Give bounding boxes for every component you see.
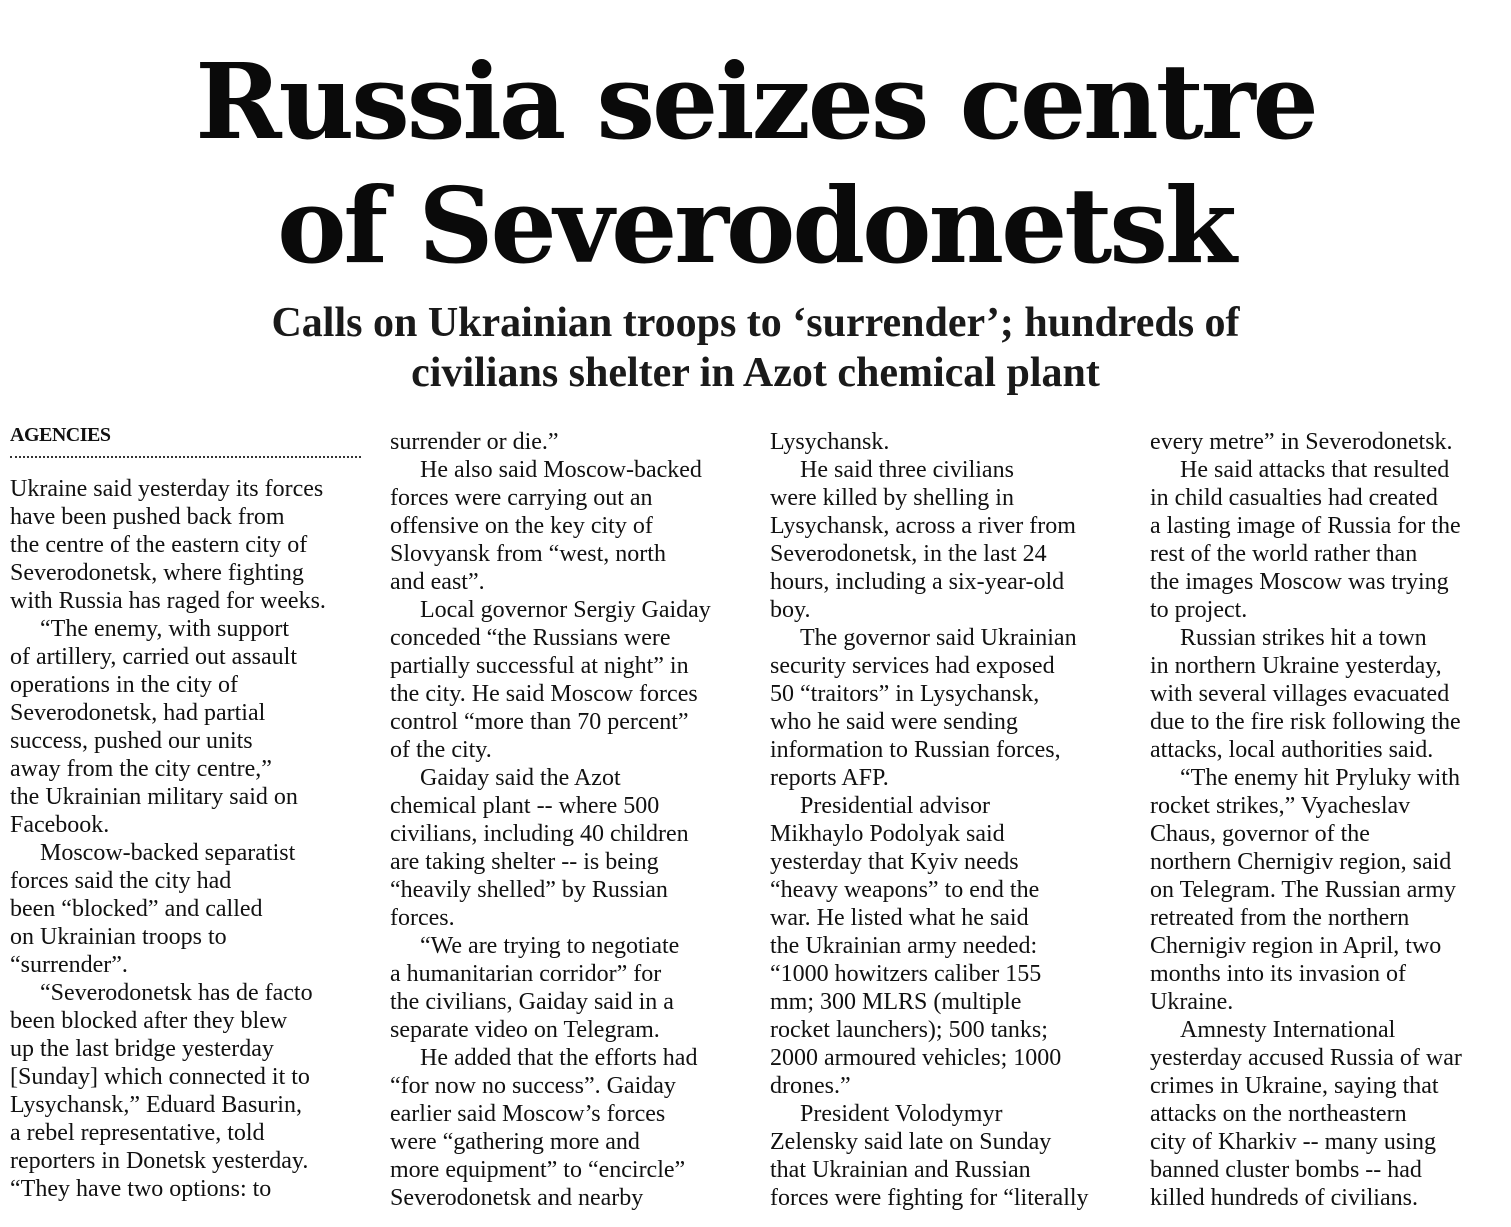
article-text-line: surrender or die.” bbox=[390, 429, 559, 455]
article-text-line: city of Kharkiv -- many using bbox=[1150, 1129, 1436, 1155]
article-text-line: separate video on Telegram. bbox=[390, 1017, 660, 1043]
article-text-line: northern Chernigiv region, said bbox=[1150, 849, 1452, 875]
article-text-line: crimes in Ukraine, saying that bbox=[1150, 1073, 1439, 1099]
article-text-line: chemical plant -- where 500 bbox=[390, 793, 660, 819]
article-text-line: months into its invasion of bbox=[1150, 961, 1407, 987]
article-text-line: rest of the world rather than bbox=[1150, 541, 1418, 567]
article-text-line: banned cluster bombs -- had bbox=[1150, 1157, 1422, 1183]
article-text-line: hours, including a six-year-old bbox=[770, 569, 1065, 595]
article-text-line: the Ukrainian army needed: bbox=[770, 933, 1038, 959]
article-text-line: control “more than 70 percent” bbox=[390, 709, 689, 735]
article-text-line: security services had exposed bbox=[770, 653, 1055, 679]
article-text-line: Ukraine. bbox=[1150, 989, 1234, 1015]
article-text-line: every metre” in Severodonetsk. bbox=[1150, 429, 1453, 455]
article-text-line: partially successful at night” in bbox=[390, 653, 689, 679]
article-text-line: “1000 howitzers caliber 155 bbox=[770, 961, 1042, 987]
article-text-line: Severodonetsk, where fighting bbox=[10, 560, 304, 586]
article-text-line: on Telegram. The Russian army bbox=[1150, 877, 1457, 903]
article-text-line: forces were carrying out an bbox=[390, 485, 653, 511]
article-text-line: were killed by shelling in bbox=[770, 485, 1014, 511]
article-text-line: the civilians, Gaiday said in a bbox=[390, 989, 674, 1015]
article-text-line: offensive on the key city of bbox=[390, 513, 653, 539]
article-column-3 bbox=[770, 428, 1130, 1212]
article-text-line: He said three civilians bbox=[800, 457, 1014, 483]
article-text-line: success, pushed our units bbox=[10, 728, 253, 754]
article-text-line: rocket launchers); 500 tanks; bbox=[770, 1017, 1048, 1043]
article-text-line: He also said Moscow-backed bbox=[420, 457, 702, 483]
article-text-line: Ukraine said yesterday its forces bbox=[10, 476, 324, 502]
article-text-line: “heavily shelled” by Russian bbox=[390, 877, 668, 903]
article-text-line: were “gathering more and bbox=[390, 1129, 640, 1155]
article-text-line: a humanitarian corridor” for bbox=[390, 961, 662, 987]
article-text-line: Chernigiv region in April, two bbox=[1150, 933, 1442, 959]
byline: AGENCIES bbox=[10, 424, 111, 446]
article-text-line: of the city. bbox=[390, 737, 492, 763]
byline-divider bbox=[10, 456, 361, 458]
article-text-line: “heavy weapons” to end the bbox=[770, 877, 1040, 903]
article-text-line: attacks on the northeastern bbox=[1150, 1101, 1407, 1127]
article-text-line: yesterday accused Russia of war bbox=[1150, 1045, 1462, 1071]
article-text-line: the images Moscow was trying bbox=[1150, 569, 1449, 595]
article-text-line: Moscow-backed separatist bbox=[40, 840, 296, 866]
article-text-line: earlier said Moscow’s forces bbox=[390, 1101, 666, 1127]
article-text-line: 50 “traitors” in Lysychansk, bbox=[770, 681, 1040, 707]
headline-line-1: Russia seizes centre bbox=[195, 40, 1316, 163]
article-text-line: civilians, including 40 children bbox=[390, 821, 689, 847]
article-text-line: who he said were sending bbox=[770, 709, 1018, 735]
article-text-line: reporters in Donetsk yesterday. bbox=[10, 1148, 309, 1174]
article-text-line: Slovyansk from “west, north bbox=[390, 541, 666, 567]
article-text-line: 2000 armoured vehicles; 1000 bbox=[770, 1045, 1062, 1071]
article-text-line: forces were fighting for “literally bbox=[770, 1185, 1089, 1211]
article-text-line: reports AFP. bbox=[770, 765, 889, 791]
article-text-line: a rebel representative, told bbox=[10, 1120, 265, 1146]
article-text-line: operations in the city of bbox=[10, 672, 238, 698]
article-text-line: “They have two options: to bbox=[10, 1176, 272, 1202]
article-text-line: Russian strikes hit a town bbox=[1180, 625, 1427, 651]
article-text-line: yesterday that Kyiv needs bbox=[770, 849, 1019, 875]
article-text-line: [Sunday] which connected it to bbox=[10, 1064, 310, 1090]
article-text-line: forces said the city had bbox=[10, 868, 232, 894]
article-text-line: “We are trying to negotiate bbox=[420, 933, 680, 959]
article-text-line: of artillery, carried out assault bbox=[10, 644, 297, 670]
article-text-line: that Ukrainian and Russian bbox=[770, 1157, 1031, 1183]
article-text-line: The governor said Ukrainian bbox=[800, 625, 1077, 651]
article-text-line: Lysychansk, across a river from bbox=[770, 513, 1076, 539]
article-text-line: are taking shelter -- is being bbox=[390, 849, 659, 875]
article-text-line: “for now no success”. Gaiday bbox=[390, 1073, 676, 1099]
article-text-line: Zelensky said late on Sunday bbox=[770, 1129, 1052, 1155]
article-text-line: Amnesty International bbox=[1180, 1017, 1396, 1043]
article-text-line: boy. bbox=[770, 597, 811, 623]
article-text-line: away from the city centre,” bbox=[10, 756, 272, 782]
article-text-line: and east”. bbox=[390, 569, 485, 595]
article-text-line: Presidential advisor bbox=[800, 793, 990, 819]
article-text-line: attacks, local authorities said. bbox=[1150, 737, 1434, 763]
article-text-line: “Severodonetsk has de facto bbox=[40, 980, 313, 1006]
article-text-line: retreated from the northern bbox=[1150, 905, 1410, 931]
article-text-line: “surrender”. bbox=[10, 952, 128, 978]
article-text-line: the city. He said Moscow forces bbox=[390, 681, 698, 707]
article-text-line: Lysychansk. bbox=[770, 429, 890, 455]
article-text-line: due to the fire risk following the bbox=[1150, 709, 1461, 735]
article-text-line: Severodonetsk and nearby bbox=[390, 1185, 644, 1211]
article-text-line: Severodonetsk, had partial bbox=[10, 700, 266, 726]
article-text-line: been blocked after they blew bbox=[10, 1008, 288, 1034]
headline bbox=[0, 40, 1511, 288]
article-text-line: Gaiday said the Azot bbox=[420, 765, 621, 791]
article-text-line: rocket strikes,” Vyacheslav bbox=[1150, 793, 1411, 819]
article-text-line: Chaus, governor of the bbox=[1150, 821, 1370, 847]
article-text-line: with several villages evacuated bbox=[1150, 681, 1450, 707]
article-text-line: Mikhaylo Podolyak said bbox=[770, 821, 1005, 847]
article-text-line: have been pushed back from bbox=[10, 504, 285, 530]
article-column-2 bbox=[390, 428, 750, 1212]
article-text-line: conceded “the Russians were bbox=[390, 625, 671, 651]
article-text-line: been “blocked” and called bbox=[10, 896, 263, 922]
article-text-line: information to Russian forces, bbox=[770, 737, 1061, 763]
article-text-line: the Ukrainian military said on bbox=[10, 784, 298, 810]
headline-line-2: of Severodonetsk bbox=[277, 164, 1234, 287]
article-text-line: Lysychansk,” Eduard Basurin, bbox=[10, 1092, 302, 1118]
article-text-line: war. He listed what he said bbox=[770, 905, 1029, 931]
article-text-line: Severodonetsk, in the last 24 bbox=[770, 541, 1047, 567]
article-text-line: to project. bbox=[1150, 597, 1248, 623]
article-text-line: forces. bbox=[390, 905, 455, 931]
article-column-1 bbox=[10, 475, 370, 1203]
article-text-line: more equipment” to “encircle” bbox=[390, 1157, 686, 1183]
article-text-line: a lasting image of Russia for the bbox=[1150, 513, 1461, 539]
article-text-line: Local governor Sergiy Gaiday bbox=[420, 597, 711, 623]
article-text-line: “The enemy, with support bbox=[40, 616, 290, 642]
article-text-line: “The enemy hit Pryluky with bbox=[1180, 765, 1460, 791]
article-text-line: killed hundreds of civilians. bbox=[1150, 1185, 1418, 1211]
article-text-line: the centre of the eastern city of bbox=[10, 532, 308, 558]
article-text-line: drones.” bbox=[770, 1073, 851, 1099]
article-text-line: in child casualties had created bbox=[1150, 485, 1438, 511]
article-column-4 bbox=[1150, 428, 1510, 1212]
subheadline-line-2: civilians shelter in Azot chemical plant bbox=[411, 350, 1100, 396]
article-text-line: Facebook. bbox=[10, 812, 110, 838]
article-text-line: mm; 300 MLRS (multiple bbox=[770, 989, 1022, 1015]
article-text-line: He said attacks that resulted bbox=[1180, 457, 1450, 483]
article-text-line: President Volodymyr bbox=[800, 1101, 1003, 1127]
article-text-line: He added that the efforts had bbox=[420, 1045, 698, 1071]
subheadline bbox=[0, 298, 1511, 398]
article-text-line: with Russia has raged for weeks. bbox=[10, 588, 326, 614]
subheadline-line-1: Calls on Ukrainian troops to ‘surrender’; hundreds of bbox=[271, 300, 1240, 346]
article-text-line: in northern Ukraine yesterday, bbox=[1150, 653, 1442, 679]
article-text-line: up the last bridge yesterday bbox=[10, 1036, 274, 1062]
article-text-line: on Ukrainian troops to bbox=[10, 924, 227, 950]
